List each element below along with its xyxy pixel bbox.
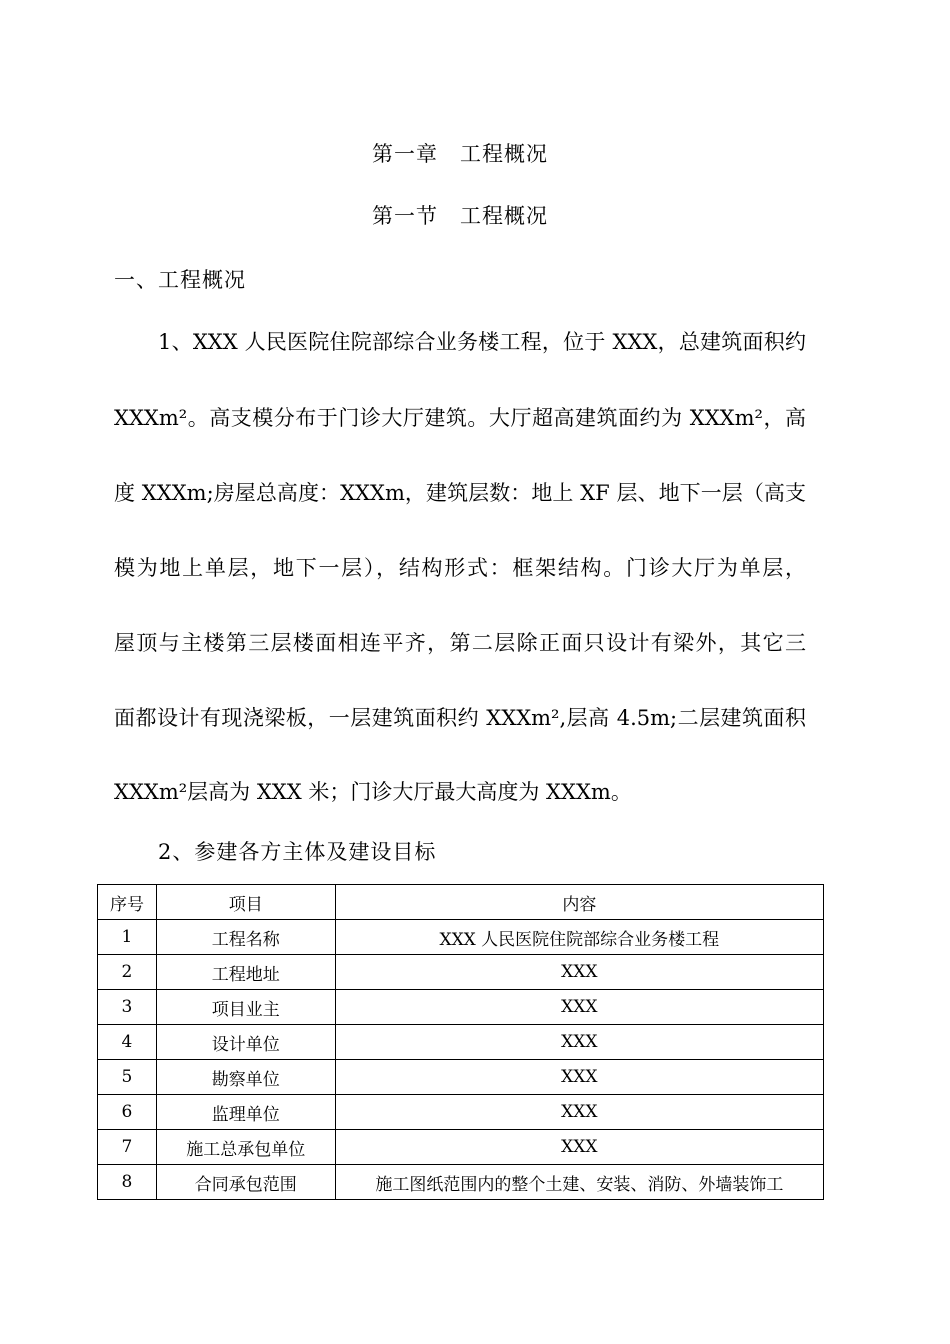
header-cell: 内容: [335, 885, 823, 920]
row-number: 2: [98, 955, 157, 990]
row-item: 施工总承包单位: [156, 1130, 335, 1165]
row-content: XXX: [335, 955, 823, 990]
row-number: 3: [98, 990, 157, 1025]
row-number: 1: [98, 920, 157, 955]
header-cell: 序号: [98, 885, 157, 920]
header-cell: 项目: [156, 885, 335, 920]
paragraph-line: 度 XXXm;房屋总高度：XXXm，建筑层数：地上 XF 层、地下一层（高支: [114, 481, 806, 505]
row-content: XXX: [335, 990, 823, 1025]
table-row: [98, 955, 824, 990]
paragraph-line: 面都设计有现浇梁板，一层建筑面积约 XXXm²,层高 4.5m;二层建筑面积: [114, 706, 806, 730]
project-info-table: [97, 884, 824, 1200]
paragraph-line: 1、XXX 人民医院住院部综合业务楼工程，位于 XXX，总建筑面积约: [158, 330, 806, 354]
row-number: 8: [98, 1165, 157, 1200]
section-title: 第一节 工程概况: [372, 204, 548, 228]
table-row: [98, 1095, 824, 1130]
row-number: 5: [98, 1060, 157, 1095]
row-item: 合同承包范围: [156, 1165, 335, 1200]
heading-parties: 2、参建各方主体及建设目标: [158, 840, 437, 864]
row-number: 6: [98, 1095, 157, 1130]
paragraph-line: 模为地上单层，地下一层），结构形式：框架结构。门诊大厅为单层，: [114, 556, 806, 580]
row-item: 监理单位: [156, 1095, 335, 1130]
row-content: XXX: [335, 1060, 823, 1095]
heading-overview: 一、工程概况: [114, 268, 246, 292]
paragraph-line: XXXm²层高为 XXX 米；门诊大厅最大高度为 XXXm。: [114, 780, 632, 804]
table-row: [98, 920, 824, 955]
chapter-title: 第一章 工程概况: [372, 142, 548, 166]
row-item: 工程名称: [156, 920, 335, 955]
row-content: XXX: [335, 1095, 823, 1130]
paragraph-line: XXXm²。高支模分布于门诊大厅建筑。大厅超高建筑面约为 XXXm²，高: [114, 406, 806, 430]
row-item: 工程地址: [156, 955, 335, 990]
table-row: [98, 990, 824, 1025]
row-number: 4: [98, 1025, 157, 1060]
row-item: 项目业主: [156, 990, 335, 1025]
row-number: 7: [98, 1130, 157, 1165]
table-row: [98, 1060, 824, 1095]
table-row: [98, 1165, 824, 1200]
row-content: 施工图纸范围内的整个土建、安装、消防、外墙装饰工: [335, 1165, 823, 1200]
table-row: [98, 1130, 824, 1165]
row-content: XXX 人民医院住院部综合业务楼工程: [335, 920, 823, 955]
row-content: XXX: [335, 1025, 823, 1060]
row-item: 勘察单位: [156, 1060, 335, 1095]
table-header-row: [98, 885, 824, 920]
table-row: [98, 1025, 824, 1060]
paragraph-line: 屋顶与主楼第三层楼面相连平齐，第二层除正面只设计有梁外，其它三: [114, 631, 806, 655]
row-content: XXX: [335, 1130, 823, 1165]
row-item: 设计单位: [156, 1025, 335, 1060]
